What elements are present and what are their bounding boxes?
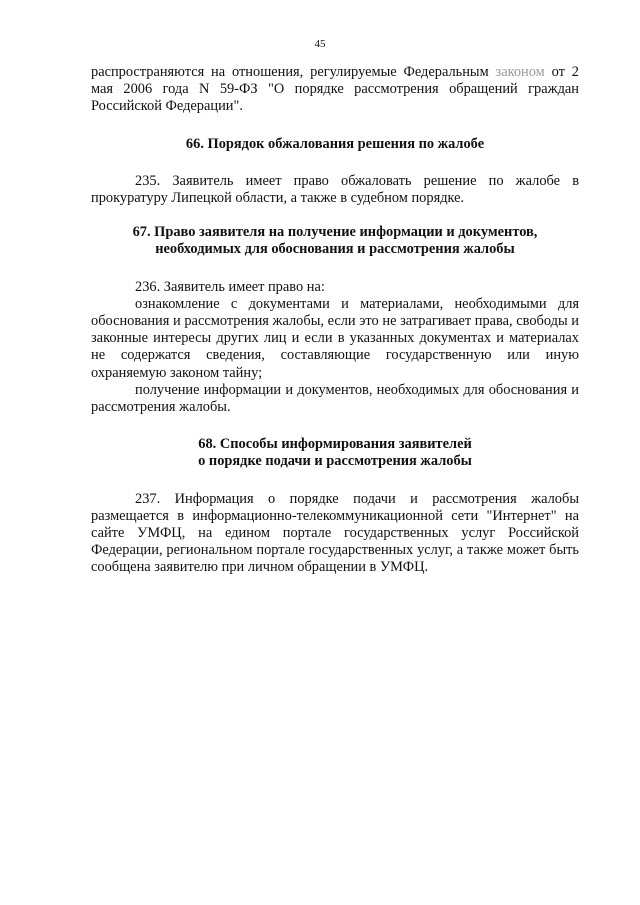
- section-67-heading-line-2: необходимых для обоснования и рассмотрения жалобы: [155, 241, 515, 258]
- intro-faded-word: законом: [495, 64, 545, 80]
- paragraph-236-item-2: получение информации и документов, необходимых для обоснования и рассмотрения жалобы.: [91, 381, 579, 416]
- paragraph-235: 235. Заявитель имеет право обжаловать решение по жалобе в прокуратуру Липецкой области, а также в судебном порядке.: [91, 172, 579, 207]
- intro-text-after: от 2 мая 2006 года N 59-ФЗ "О порядке рассмотрения обращений граждан Российской Федерации".: [91, 64, 579, 115]
- section-66-heading: 66. Порядок обжалования решения по жалобе: [185, 135, 485, 152]
- intro-paragraph: [91, 64, 579, 116]
- section-68-heading: [91, 436, 579, 470]
- section-67-heading: [91, 224, 579, 258]
- paragraph-237: 237. Информация о порядке подачи и рассмотрения жалобы размещается в информационно-телекоммуникационной сети "Интернет" на сайте УМФЦ, на едином портале государственных услуг Российской Федерации, региональном портале государственных услуг, а также может быть сообщена заявителю при личном обращении в УМФЦ.: [91, 490, 579, 576]
- paragraph-236-item-1: ознакомление с документами и материалами, необходимыми для обоснования и рассмотрения жалобы, если это не затрагивает права, свободы и законные интересы других лиц и если в указанных документах и материалах не содержатся сведения, составляющие государственную или иную охраняемую законом тайну;: [91, 295, 579, 381]
- section-68-heading-line-2: о порядке подачи и рассмотрения жалобы: [198, 453, 472, 470]
- paragraph-236: 236. Заявитель имеет право на:: [135, 278, 325, 295]
- document-body: [91, 64, 579, 577]
- intro-text-before: распространяются на отношения, регулируемые Федеральным: [91, 64, 496, 80]
- section-68-heading-line-1: 68. Способы информирования заявителей: [198, 436, 472, 453]
- page-number: 45: [314, 38, 326, 50]
- section-67-heading-line-1: 67. Право заявителя на получение информации и документов,: [132, 224, 538, 241]
